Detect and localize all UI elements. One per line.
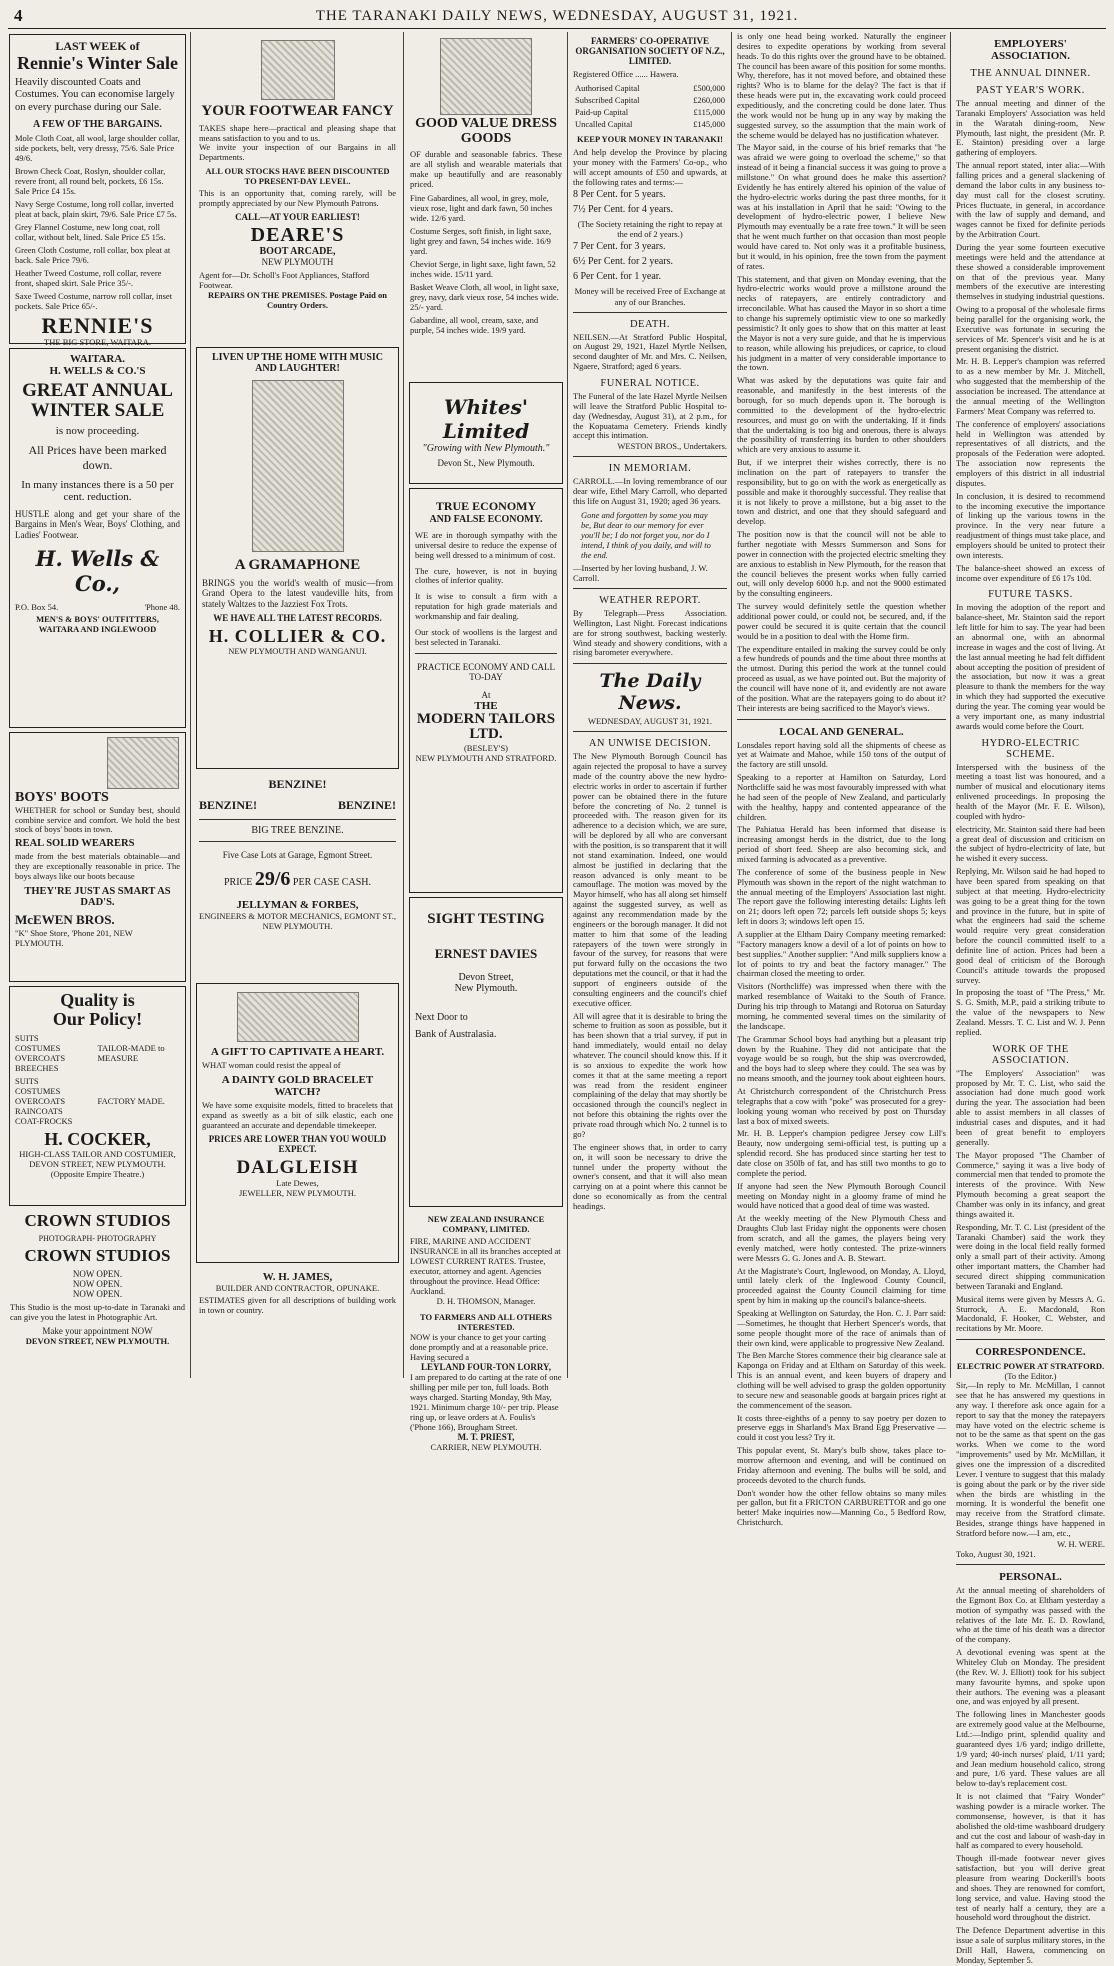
- deare-call: CALL—AT YOUR EARLIEST!: [235, 211, 360, 222]
- wells-box: P.O. Box 54.: [15, 602, 59, 613]
- column-rule: [190, 32, 191, 1378]
- deare-opportunity: This is an opportunity that, coming rarely, will be promptly appreciated by our New Plymouth Patrons.: [199, 188, 396, 209]
- wells-prices: All Prices have been marked down.: [28, 442, 167, 472]
- news-paragraph: Don't wonder how the other fellow obtains so many miles per gallon, but fit a FRICTON CARBURETTOR and go one better! Make inquiries now—Manning Co., 5 Bedford Row, Christchurch.: [737, 1487, 946, 1528]
- watch-illustration: [237, 992, 359, 1042]
- economy-practice: PRACTICE ECONOMY AND CALL TO-DAY: [417, 661, 555, 682]
- undertaker: WESTON BROS., Undertakers.: [617, 441, 727, 452]
- memoriam-heading: IN MEMORIAM.: [608, 463, 692, 475]
- crown-address: DEVON STREET, NEW PLYMOUTH.: [25, 1336, 170, 1347]
- benzine-word: BENZINE!: [199, 798, 258, 812]
- news-paragraph: The following lines in Manchester goods are extremely good value at the Melbourne, Ltd.:—Indigo print, splendid quality and guaranteed dyes 1/6 yard; indigo drillette, 1/9 yard; 40-inch nurses' plaid, 1/11 yard; and Jean medium household calico, strong and pure, 1/6 yard. These values are all below to-day's replacement cost.: [956, 1709, 1105, 1789]
- cocker-factory-made: FACTORY MADE.: [97, 1095, 165, 1106]
- economy-body3: It is wise to consult a firm with a reputation for high grade materials and workmanship and fair dealing.: [415, 591, 557, 622]
- cocker-policy: Our Policy!: [52, 1008, 143, 1029]
- lady-illustration: [440, 38, 532, 115]
- wells-contact: [15, 602, 180, 612]
- crown-photo: PHOTOGRAPH- PHOTOGRAPHY: [38, 1233, 157, 1243]
- work-heading: WORK OF THE ASSOCIATION.: [991, 1043, 1070, 1066]
- news-paragraph: In proposing the toast of "The Press," Mr. S. G. Smith, M.P., paid a striking tribute to the value of the newspapers to New Zealand. Messrs. T. C. List and W. J. Penn replied.: [956, 987, 1105, 1037]
- cocker-address: DEVON STREET, NEW PLYMOUTH.: [29, 1158, 166, 1169]
- deare-arcade: BOOT ARCADE,: [259, 245, 336, 257]
- deare-repairs: REPAIRS ON THE PREMISES. Postage Paid on Country Orders.: [208, 289, 387, 310]
- news-paragraph: A supplier at the Eltham Dairy Company meeting remarked: "Factory managers know a devil of a lot of points on how to best supplies." Another supplier: "And milk suppliers know a lot of points to try and beat the factory manager." The chairman closed the meeting to order.: [737, 929, 946, 979]
- dress-item: Gabardine, all wool, cream, saxe, and purple, 54 inches wide. 19/9 yard.: [410, 314, 539, 335]
- letter-date: Toko, August 30, 1921.: [956, 1548, 1036, 1559]
- deare-invite: We invite your inspection of our Bargains in all Departments.: [199, 142, 396, 163]
- cocker-item: RAINCOATS: [15, 1105, 63, 1116]
- employers-title: EMPLOYERS' ASSOCIATION.: [991, 38, 1070, 62]
- cocker-item: SUITS: [15, 1032, 39, 1043]
- employers-paragraph: Owing to a proposal of the wholesale firms being parallel for the organising work, the Executive was fortunate in securing the services of Mr. Spencer's visit and he is at present organising the district.: [956, 304, 1105, 354]
- boot-illustration: [107, 737, 179, 789]
- musical-items: Musical items were given by Messrs A. G. Sturrock, A. E. Macdonald, Ron Macdonald, F. Hooker, C. Webster, and recitations by Mr. Moore.: [956, 1293, 1105, 1334]
- crown-open-line: NOW OPEN.: [72, 1278, 123, 1289]
- employers-paragraph: The conference of employers' associations held in Wellington was attended by representatives of all districts, and the proposals of the Federation were adopted. The association now represents the employers of this district in all industrial disputes.: [956, 418, 1105, 488]
- benzine-per: PER CASE CASH.: [292, 877, 371, 888]
- employers-paragraph: Mr. H. B. Lepper's champion was referred to as a new member by Mr. J. Mitchell, who suggested that the membership of the association be increased. The attendance at the annual meeting of the Wellington Farmers' Meat Company was referred to.: [956, 356, 1105, 416]
- editorial-paragraph: What was asked by the deputations was quite fair and reasonable, and manifestly in the best interests of the borough, for so much depends upon it. The borough is committed to the development of the hydro-electric resources, and must go on with the undertaking. If it finds that the undertaking is too big and onerous, there is always the possibility of transferring its burden to other shoulders which are very anxious to assume it.: [737, 375, 946, 455]
- page-number: 4: [14, 6, 23, 25]
- dress-item: Cheviot Serge, in light saxe, light fawn, 52 inches wide. 15/11 yard.: [410, 258, 556, 279]
- gramophone-title: A GRAMAPHONE: [234, 557, 361, 573]
- cocker-name: H. COCKER,: [44, 1128, 151, 1149]
- weather-report: By Telegraph—Press Association. Wellington, Last Night. Forecast indications are for strong southwest, backing westerly. Wind steady and showery conditions, with a rising barometer everywhere.: [573, 607, 727, 658]
- bargain-item: Mole Cloth Coat, all wool, large shoulder collar, side pockets, belt, very dressy, 75/6. Sale Price 49/6.: [15, 132, 180, 163]
- news-paragraph: It is not claimed that "Fairy Wonder" washing powder is a miracle worker. The commonsense, however, is that it has abolished the old-time washboard drudgery and cut the cost and labour of wash-day in half as compared to every household.: [956, 1791, 1105, 1851]
- insurance-body: FIRE, MARINE AND ACCIDENT INSURANCE in all its branches accepted at LOWEST CURRENT RATES. Trustee, executor, attorney and agent. Agencies throughout the province. Head Office: Auckland.: [410, 1236, 561, 1297]
- rennies-intro: Heavily discounted Coats and Costumes. You can economise largely on every purchase during our Sale.: [15, 76, 175, 114]
- rennies-title: Rennie's Winter Sale: [16, 53, 178, 73]
- crown-title-2: CROWN STUDIOS: [24, 1245, 171, 1265]
- boys-title: BOYS' BOOTS: [15, 790, 109, 805]
- news-paragraph: Replying, Mr. Wilson said he had hoped to have been spared from speaking on that subject at that meeting. Hydro-electricity was going to be a great thing for the town and province in the future, but in spite of what the engineers had said the scheme would require very great consideration before the council committed itself to a definite line of action. Prices had been a good deal of criticism of the Borough Council's attitude towards the proposed survey.: [956, 866, 1105, 985]
- sight-bank: Bank of Australasia.: [415, 1028, 497, 1040]
- whites-name: Whites' Limited: [442, 395, 530, 443]
- benzine-tree: BIG TREE BENZINE.: [251, 825, 344, 836]
- economy-title: TRUE ECONOMY: [435, 499, 537, 513]
- weather-heading: WEATHER REPORT.: [599, 594, 701, 606]
- whites-ad: [409, 382, 563, 484]
- rennies-items: [15, 133, 180, 311]
- bangle-body: WHAT woman could resist the appeal of: [202, 1060, 341, 1070]
- farmers-rate: 8 Per Cent. for 5 years.: [573, 189, 666, 201]
- bangle-title: A GIFT TO CAPTIVATE A HEART.: [210, 1046, 385, 1058]
- masthead: [8, 6, 1106, 29]
- letter-body: Sir,—In reply to Mr. McMillan, I cannot see that he has answered my questions in any way. I therefore ask once again for a report to say that the money the ratepayers may have voted on the electric scheme is not to be the same as that spent on the gas works. When we come to the word "improvements" used by Mr. McMillan, it gives one the impression of a discredited Lever. I venture to suggest that this malady is going about the park or by the river side when the birds are whistling in the morning. It is wonderful the benefit one may receive from the Stratford climate. Besides, strange things have happened in Stratford before now.—I am, etc.,: [956, 1380, 1105, 1539]
- column-6: [953, 32, 1108, 1965]
- bangle-desc: JEWELLER, NEW PLYMOUTH.: [238, 1188, 357, 1199]
- gramophone-illustration: [252, 380, 344, 552]
- future-tasks-body: In moving the adoption of the report and balance-sheet, Mr. Stainton said the report left little for him to say. The year had been an abnormal one, with an abnormal increase in wages and the cost of living. At the last annual meeting he had felt diffident about accepting the position of president of the association, but now it was a great pleasure to thank the members for the way in which they had supported the executive during the year. The coming year would be a very important one, as many industrial awards would come before the Court.: [956, 602, 1105, 731]
- capital-row: [573, 82, 727, 94]
- hydro-heading: HYDRO-ELECTRIC SCHEME.: [981, 737, 1080, 760]
- cocker-tailor-block: [15, 1033, 180, 1073]
- boys-body2: made from the best materials obtainable—and they are exceptionally reasonable in price. The boys always like our boots because: [15, 851, 180, 881]
- cocker-item: COSTUMES: [15, 1085, 61, 1096]
- bracelet-watch-ad: [196, 983, 399, 1263]
- sight-next: Next Door to: [415, 1011, 468, 1023]
- capital-row: [573, 94, 727, 106]
- bangle-firm: DALGLEISH: [236, 1157, 359, 1179]
- memoriam-notice: CARROLL.—In loving remembrance of our dear wife, Ethel Mary Carroll, who departed this life on August 31, 1920; aged 36 years.: [573, 476, 727, 506]
- employers-dinner: THE ANNUAL DINNER.: [970, 68, 1091, 79]
- farmers-rate: 7½ Per Cent. for 4 years.: [573, 204, 673, 216]
- future-tasks-heading: FUTURE TASKS.: [988, 589, 1073, 601]
- news-paragraph: If anyone had seen the New Plymouth Borough Council meeting on Monday night in a gloomy frame of mind he would have noticed that a good deal of time was wasted.: [737, 1180, 946, 1211]
- column-1: [6, 32, 189, 1378]
- capital-label: Authorised Capital: [575, 83, 640, 94]
- hydro-body: Interspersed with the business of the meeting a toast list was honoured, and a number of musical and elocutionary items enlivened proceedings. In proposing the health of the Mayor (Mr. F. E. Wilson), coupled with hydro-: [956, 761, 1105, 821]
- capital-value: £500,000: [693, 83, 725, 94]
- bargain-item: Heather Tweed Costume, roll collar, revere front, shaped skirt. Sale Price 35/-.: [15, 267, 162, 288]
- news-paragraph: Mr. H. B. Lepper's champion pedigree Jersey cow Lill's Beauty, now undergoing semi-official test, is putting up a splendid record. She has produced since starting her test to date close on 350lb of fat, and has still two months to go to complete the period.: [737, 1128, 946, 1178]
- column-3: [406, 32, 566, 1453]
- editorial-body: [573, 752, 727, 1212]
- capital-label: Uncalled Capital: [575, 119, 633, 130]
- benzine-desc: ENGINEERS & MOTOR MECHANICS, EGMONT ST., NEW PLYMOUTH.: [199, 911, 396, 932]
- lorry-address: CARRIER, NEW PLYMOUTH.: [430, 1442, 542, 1453]
- bangle-body2: We have some exquisite models, fitted to bracelets that expand as sweetly as a bit of silk elastic, each one guaranteed an accurate and dependable timekeeper.: [202, 1099, 393, 1130]
- deare-body: TAKES shape here—practical and pleasing shape that means satisfaction to you and to us.: [199, 122, 396, 143]
- news-paragraph: Responding, Mr. T. C. List (president of the Taranaki Chamber) said the work they were doing in the local field really formed only a small part of their activity. Among other important matters, the Chamber had secured direct shipping communication between Taranaki and England.: [956, 1221, 1105, 1291]
- editorial-paragraph: This statement, and that given on Monday evening, that the hydro-electric works would prove a millstone around the necks of ratepayers, are entirely contradictory and irreconcilable. What has caused the Mayor in so short a time to change his supremely optimistic view to one so markedly pessimistic? It only goes to show that on this matter at least the Mayor is not a very sure guide, and that he is impervious to reason, while allowing his prejudices, or caprice, to cloud his judgment in a matter of very considerable importance to the town.: [737, 273, 946, 373]
- employers-paragraph: The balance-sheet showed an excess of income over expenditure of £6 17s 10d.: [956, 562, 1105, 583]
- employers-paragraph: During the year some fourteen executive meetings were held and the attendance at these showed a considerable improvement on that of the previous year. Many members of the executive are interesting themselves in studying industrial questions.: [956, 242, 1105, 302]
- employers-paragraph: The annual meeting and dinner of the Taranaki Employers' Association was held in the Waratah dining-room, New Plymouth, last night, the president (Mr. P. E. Stainton) presiding over a large gathering of employers.: [956, 98, 1105, 158]
- benzine-price-label: PRICE: [224, 877, 253, 888]
- capital-label: Paid-up Capital: [575, 107, 629, 118]
- deare-name: DEARE'S: [250, 223, 345, 246]
- wells-outfitters: MEN'S & BOYS' OUTFITTERS, WAITARA AND INGLEWOOD: [36, 614, 159, 635]
- insurance-manager: D. H. THOMSON, Manager.: [436, 1296, 536, 1307]
- economy-the: THE: [474, 699, 498, 712]
- editorial-paragraph: But, if we interpret their wishes correctly, there is no inclination on the part of ratepayers to transfer the responsibility, but to go on with the work as energetically as possible and make it thoroughly successful. They realise that it is not likely to prove a millstone, but a big asset to the town and district, and one that they should safeguard and develop.: [737, 457, 946, 527]
- column-rule: [567, 32, 568, 1378]
- boys-firm: McEWEN BROS.: [15, 911, 115, 927]
- editorial-paragraph: The Mayor said, in the course of his brief remarks that "he was afraid we were going to overload the scheme," so that instead of it being a financial success it was going to prove a millstone." On what ground does he make this assertion? Evidently he has entirely altered his opinion of the value of the hydro-electric works during the past three months, for it was at his installation in April that he said: "Owing to the development of hydro-electric power, I believe New Plymouth may eventually be a rate free town." It will be seen that he went much further on that occasion than most people would have cared to. Not only was it a profitable business, but it would, in his opinion, free the town from the payment of rates.: [737, 142, 946, 271]
- farmers-body: And help develop the Province by placing your money with the Farmers' Co-op., who will accept amounts of £50 and upwards, at the following rates and terms:—: [573, 147, 727, 187]
- cocker-item: BREECHES: [15, 1062, 59, 1073]
- masthead-title: THE TARANAKI DAILY NEWS, WEDNESDAY, AUGUST 31, 1921.: [315, 8, 799, 24]
- capital-label: Subscribed Capital: [575, 95, 640, 106]
- dress-item: Fine Gabardines, all wool, in grey, mole, vieux rose, light and dark fawn, 50 inches wide. 12/6 yard.: [410, 192, 553, 223]
- economy-body: WE are in thorough sympathy with the universal desire to reduce the expense of being well dressed to a minimum of cost.: [415, 530, 557, 560]
- rennies-bargains-heading: A FEW OF THE BARGAINS.: [32, 118, 162, 130]
- correspondence-heading: CORRESPONDENCE.: [975, 1346, 1086, 1359]
- cocker-item: SUITS: [15, 1075, 39, 1086]
- bargain-item: Navy Serge Costume, long roll collar, inverted pleat at back, plain skirt, 79/6. Sale Price £7 5s.: [15, 198, 177, 219]
- wells-reduction: In many instances there is a 50 per cent. reduction.: [21, 478, 174, 503]
- bangle-prices: PRICES ARE LOWER THAN YOU WOULD EXPECT.: [208, 1134, 387, 1155]
- funeral-notice: The Funeral of the late Hazel Myrtle Neilsen will leave the Stratford Public Hospital to-day (Wednesday, August 31), at 2 p.m., for the Kopuatama Cemetery. Friends kindly accept this intimation.: [573, 390, 727, 441]
- news-paragraph: At the annual meeting of shareholders of the Egmont Box Co. at Eltham yesterday a motion of sympathy was passed with the relatives of the late Mr. E. D. Rowland, who at the time of his death was a director of the company.: [956, 1584, 1105, 1645]
- lorry-body2: I am prepared to do carting at the rate of one shilling per mile per ton, full loads. Both ways charged. Starting Monday, 9th May, 1921. Minimum charge 10/- per trip. Please ring up, or leave orders at A. Foulis's ('Phone 166), Brougham Street.: [410, 1372, 562, 1433]
- farmers-money: Money will be received Free of Exchange at any of our Branches.: [574, 286, 726, 307]
- bargain-item: Green Cloth Costume, roll collar, box pleat at back. Sale Price 79/6.: [15, 244, 171, 265]
- news-paragraph: At Christchurch correspondent of the Christchurch Press telegraphs that a cow with "poke" was prosecuted for a grey-looking young woman who received by post on Thursday last a box of mixed sweets.: [737, 1085, 946, 1126]
- boys-boots-ad: [9, 732, 186, 982]
- news-paragraph: It costs three-eighths of a penny to say poetry per dozen to preserve eggs in Sharland's Max Brand Egg Preservative —could it cost you less? Try it.: [737, 1412, 946, 1443]
- boys-real: REAL SOLID WEARERS: [15, 838, 135, 850]
- economy-besleys: (BESLEY'S): [463, 743, 509, 754]
- farmers-title: FARMERS' CO-OPERATIVE ORGANISATION SOCIETY OF N.Z., LIMITED.: [575, 36, 725, 66]
- crown-body: This Studio is the most up-to-date in Taranaki and can give you the latest in Photographic Art.: [10, 1301, 185, 1322]
- letter-signer: W. H. WERE.: [1057, 1538, 1105, 1549]
- cocker-desc: HIGH-CLASS TAILOR AND COSTUMIER,: [19, 1148, 176, 1159]
- employers-paragraph: The annual report stated, inter alia:—With falling prices and a general slackening of demand the labor cults in any business to-day must call for the closest scrutiny. Prices fluctuate, in general, in accordance with the law of supply and demand, and wages cannot be fixed for definite periods by the Arbitration Court.: [956, 160, 1105, 240]
- dress-title: GOOD VALUE DRESS GOODS: [415, 116, 557, 146]
- newspaper-flag: The Daily News.: [599, 670, 701, 715]
- sight-testing-ad: [409, 897, 563, 1207]
- sight-name: ERNEST DAVIES: [434, 945, 538, 961]
- personal-heading: PERSONAL.: [999, 1570, 1062, 1583]
- employers-paragraph: In conclusion, it is desired to recommend to the incoming executive the importance of linking up the various towns in the province. In the very near future a readjustment of things must take place, and employers should be united to protect their own interests.: [956, 490, 1105, 560]
- correspondence-title: ELECTRIC POWER AT STRATFORD.: [956, 1361, 1105, 1372]
- james-desc: BUILDER AND CONTRACTOR, OPUNAKE.: [215, 1283, 380, 1293]
- deare-stock: ALL OUR STOCKS HAVE BEEN DISCOUNTED TO PRESENT-DAY LEVEL.: [205, 166, 390, 187]
- personal-body: [956, 1586, 1105, 1966]
- james-estimates: ESTIMATES given for all descriptions of building work in town or country.: [199, 1295, 396, 1315]
- work-body: [956, 1069, 1105, 1292]
- cocker-opposite: (Opposite Empire Theatre.): [50, 1168, 145, 1179]
- crown-open-line: NOW OPEN.: [72, 1268, 123, 1279]
- gramophone-address: NEW PLYMOUTH AND WANGANUI.: [228, 645, 367, 656]
- editorial-paragraph: The engineer shows that, in order to carry on, it will soon be necessary to drive the tunnel under the property without the owner's consent, and that it will also mean carrying on at a point where this cannot be done so economically as from the central headings.: [573, 1141, 727, 1211]
- farmers-rate: 7 Per Cent. for 3 years.: [573, 241, 666, 253]
- rennies-ad: [9, 34, 186, 348]
- bargain-item: Brown Check Coat, Roslyn, shoulder collar, revere front, all round belt, pockets, £6 15s. Sale Price £4 15s.: [15, 165, 166, 196]
- sight-town: New Plymouth.: [454, 982, 518, 994]
- bargain-item: Saxe Tweed Costume, narrow roll collar, inset pockets. Sale Price 65/-.: [15, 290, 173, 311]
- shoe-illustration: [261, 40, 335, 100]
- editorial-paragraph: All will agree that it is desirable to bring the scheme to fruition as soon as possible, but it has been shown that a trial survey, if put in hand immediately, would entail no delay whatever. The council should know this. If it is so anxious to expedite the work how comes it that at the same meeting a report was read from the resident engineer complaining of the delay that may shortly be occasioned through the council's neglect in not before this obtaining the rights over the private road through which No. 2 tunnel is to go?: [573, 1010, 727, 1139]
- farmers-rate: 6½ Per Cent. for 2 years.: [573, 256, 673, 268]
- benzine-title: BENZINE!: [268, 777, 327, 791]
- news-paragraph: This popular event, St. Mary's bulb show, takes place to-morrow afternoon and evening, and will be continued on Friday afternoon and evening. The bulbs will be sold, and proceeds devoted to the church funds.: [737, 1445, 946, 1485]
- dress-item: Costume Serges, soft finish, in light saxe, light grey and fawn, 54 inches wide. 16/9 yard.: [410, 225, 552, 256]
- benzine-word: BENZINE!: [337, 798, 396, 812]
- funeral-heading: FUNERAL NOTICE.: [600, 377, 700, 389]
- editorial-paragraph: The New Plymouth Borough Council has again rejected the proposal to have a survey made of the country above the new hydro-electric works in order to ascertain if further power can be obtained there in the future before the concreting of No. 2 tunnel is proceeded with. The reason given for its adherence to a decision which, we are sure, will be deplored by all who are conversant with the position, is so transparent that it will not stand examination. Indeed, one would almost be justified in declaring that the reason advanced is only meant to be camouflage. The motion was moved by the Mayor himself, who has all along set himself against the suggested survey, as well as against any recommendation made by the engineers or the borough manager. It did not matter to him that some of the leading ratepayers of the town were strongly in favour of the survey, for reasons that were put forward fully on the occasions the two deputations met the council, or that it had the support of engineers outside of the consulting engineers and the council's chief executive officer.: [573, 751, 727, 1008]
- lorry-ad: [406, 1309, 566, 1455]
- boys-smart: THEY'RE JUST AS SMART AS DAD'S.: [24, 885, 171, 908]
- memoriam-inserted: —Inserted by her loving husband, J. W. Carroll.: [573, 562, 708, 583]
- lorry-body: NOW is your chance to get your carting done promptly and at a reasonable price. Having secured a: [410, 1332, 549, 1363]
- cocker-item: OVERCOATS: [15, 1052, 66, 1063]
- editorial-body-2: [737, 32, 946, 714]
- boys-address: "K" Shoe Store, 'Phone 201, NEW PLYMOUTH.: [15, 927, 133, 948]
- economy-body4: Our stock of woollens is the largest and best selected in Taranaki.: [415, 626, 557, 647]
- news-paragraph: Though ill-made footwear never gives satisfaction, but you will derive great pleasure from wearing Dockerill's boots and shoes. They are renowned for comfort, long service, and value. Having stood the test of nearly half a century, they are a household word throughout the district.: [956, 1853, 1105, 1923]
- whites-address: Devon St., New Plymouth.: [437, 458, 535, 468]
- news-paragraph: Speaking to a reporter at Hamilton on Saturday, Lord Northcliffe said he was most favourably impressed with what he had seen of the people of New Zealand, and particularly with the healthy, happy and contented appearance of the children.: [737, 772, 946, 822]
- crown-open-line: NOW OPEN.: [72, 1288, 123, 1299]
- death-heading: DEATH.: [629, 318, 671, 330]
- news-paragraph: The Mayor proposed "The Chamber of Commerce," saying it was a live body of commercial men that tended to promote the interests of the province. With New Plymouth becoming a great seaport the Chamber was only in its infancy, and great things awaited it.: [956, 1149, 1105, 1219]
- farmers-reg: Registered Office ...... Hawera.: [573, 69, 679, 79]
- news-paragraph: The Pahiatua Herald has been informed that disease is increasing amongst herds in the district, due to the long period of short feed. Sheep are also becoming sick, and mixed farming is advocated as a preventive.: [737, 824, 946, 865]
- news-paragraph: The Grammar School boys had anything but a pleasant trip down by the Ruahine. They did not anticipate that the voyage would be so rough, but the ship was overcrowded, and the boys had to sleep where they could. The sea was by no means smooth, and the journey took about eighteen hours.: [737, 1033, 946, 1084]
- memoriam-verse: Gone and forgotten by some you may be, But dear to our memory for ever you'll be; I do not forget you, nor do I intend, I think of you daily, and will to the end.: [581, 509, 711, 560]
- economy-address: NEW PLYMOUTH AND STRATFORD.: [415, 753, 557, 764]
- capital-value: £260,000: [693, 95, 725, 106]
- cocker-quality: Quality is: [60, 990, 135, 1010]
- dress-goods-ad: [406, 32, 566, 380]
- james-ad: [193, 1267, 402, 1320]
- benzine-firm: JELLYMAN & FORBES,: [236, 899, 359, 911]
- cocker-item: OVERCOATS: [15, 1095, 66, 1106]
- news-paragraph: A devotional evening was spent at the Whiteley Club on Monday. The president (the Rev. W. J. Elliott) took for his subject many favourite hymns, and spoke upon their authors. The evening was a pleasant one, and was enjoyed by all present.: [956, 1647, 1105, 1707]
- news-paragraph: The Ben Marche Stores commence their big clearance sale at Kaponga on Friday and at Eltham on Saturday of this week. This is an annual event, and keen buyers of drapery and clothing will be well advised to grasp the golden opportunity to secure new and seasonable goods at bargain prices right at the commencement of the season.: [737, 1350, 946, 1410]
- capital-row: [573, 106, 727, 118]
- deare-agent: Agent for—Dr. Scholl's Foot Appliances, Stafford Footwear.: [199, 269, 370, 290]
- news-paragraph: At the Magistrate's Court, Inglewood, on Monday, A. Lloyd, until lately clerk of the Inglewood County Council, proceeded against the County Council claiming for time spent by him in making up the council's balance-sheets.: [737, 1265, 946, 1306]
- economy-subtitle: AND FALSE ECONOMY.: [429, 514, 543, 525]
- capital-row: [573, 118, 727, 130]
- insurance-ad: [406, 1211, 566, 1309]
- column-rule: [731, 32, 732, 1378]
- editorial-paragraph: The survey would definitely settle the question whether additional power could, or could not, be secured, and, if the power could be secured it is quite certain that the council would be in a position to deal with the Home firm.: [737, 601, 946, 641]
- deare-title: YOUR FOOTWEAR FANCY: [201, 103, 394, 119]
- benzine-row: [199, 798, 396, 813]
- dress-body: OF durable and seasonable fabrics. These are all stylish and wearable materials that make up beautifully and are reasonably priced.: [410, 149, 562, 189]
- news-paragraph: Lonsdales report having sold all the shipments of cheese as yet at Waimate and Mahoe, while 150 tons of the output of the factory are still unsold.: [737, 739, 946, 770]
- benzine-lots: Five Case Lots at Garage, Egmont Street.: [222, 850, 373, 860]
- death-notice: NEILSEN.—At Stratford Public Hospital, on August 29, 1921, Hazel Myrtle Neilsen, second daughter of Mr. and Mrs. C. Neilsen, Ngaere, Stratford; aged 6 years.: [573, 331, 727, 372]
- editorial-date: WEDNESDAY, AUGUST 31, 1921.: [587, 716, 713, 727]
- gramophone-firm: H. COLLIER & CO.: [208, 626, 387, 647]
- news-paragraph: At the weekly meeting of the New Plymouth Chess and Draughts Club last Friday night the opponents were chosen from scratch, and all the games, the players being very evenly matched, were hotly contested. The prize-winners were Messrs G. G. Jones and A. B. Stewart.: [737, 1213, 946, 1263]
- employers-body: [956, 99, 1105, 583]
- wells-signature: H. Wells & Co.,: [35, 546, 160, 597]
- deare-town: NEW PLYMOUTH: [261, 256, 334, 267]
- editorial-continued: [737, 31, 946, 1528]
- column-rule: [950, 32, 951, 1378]
- gramophone-records: WE HAVE ALL THE LATEST RECORDS.: [213, 613, 382, 624]
- farmers-capital-table: [573, 82, 727, 130]
- crown-open: [10, 1269, 185, 1299]
- gramophone-liven: LIVEN UP THE HOME WITH MUSIC AND LAUGHTER!: [211, 352, 384, 374]
- news-paragraph: The conference of some of the business people in New Plymouth was shown in the report of the night watchman to the annual meeting of the Employers' Association last night. The report gave the following interesting details: Lights left on 21; doors left open 72; parcels left outside shops 5; keys left in doors 3; windows left open 15.: [737, 866, 946, 927]
- james-name: W. H. JAMES,: [262, 1271, 333, 1283]
- wells-sale-title: GREAT ANNUAL WINTER SALE: [22, 380, 173, 421]
- news-paragraph: electricity, Mr. Stainton said there had been a great deal of discussion and criticism on the subject of hydro-electricity of late, but he wished it every success.: [956, 823, 1105, 864]
- benzine-price: 29/6: [254, 868, 291, 890]
- crown-appointment: Make your appointment NOW: [42, 1326, 153, 1337]
- crown-studios-ad: [6, 1210, 189, 1348]
- cocker-factory-block: [15, 1076, 180, 1126]
- cocker-item: COAT-FROCKS: [15, 1115, 73, 1126]
- dress-item: Basket Weave Cloth, all wool, in light saxe, grey, navy, dark vieux rose, 54 inches wide. 25/- yard.: [410, 281, 559, 312]
- farmers-society: (The Society retaining the right to repay at the end of 2 years.): [577, 219, 723, 240]
- wells-place: WAITARA.: [69, 353, 126, 365]
- local-general-title: LOCAL AND GENERAL.: [779, 725, 904, 738]
- editorial-paragraph: is only one head being worked. Naturally the engineer desires to expedite operations by working from several heads. To do this rights over the ground have to be obtained. The council has been aware of this position for some months. Why, therefore, has it not moved before, and obtained these rights? Who is to blame for the delay? The fact is that if these heads were put in, the excavating work could proceed expeditiously, and the concreting could be done later. Thus the work would not be hung up in any way by making the suggested survey, so the assumption that the main work of the scheme would be delayed has no justification whatever.: [737, 31, 946, 140]
- sight-street: Devon Street,: [458, 971, 514, 983]
- wells-phone: 'Phone 48.: [144, 602, 180, 613]
- gramophone-ad: [196, 347, 399, 769]
- local-general-body: [737, 741, 946, 1528]
- rennies-store-name: RENNIE'S: [41, 312, 154, 338]
- dress-items: [410, 193, 562, 335]
- gramophone-body: BRINGS you the world's wealth of music—from Grand Opera to the latest vaudeville hits, from stately Waltzes to the Jazziest Fox Trots.: [202, 577, 393, 609]
- column-4: [570, 32, 730, 1378]
- editorial-paragraph: The position now is that the council will not be able to further negotiate with Messrs Summerson and Sons for power in connection with the projected electric smelting they are anxious to establish in New Plymouth, for the reason that the council believes the present works when fully carried out, will only develop 6000 h.p. and not the 9000 estimated by the consulting engineers.: [737, 529, 946, 599]
- cocker-ad: [9, 986, 186, 1206]
- economy-body2: The cure, however, is not in buying clothes of inferior quality.: [415, 565, 557, 586]
- wells-body: HUSTLE along and get your share of the Bargains in Men's Wear, Boys' Clothing, and Ladies' Footwear.: [15, 508, 180, 540]
- whites-motto: "Growing with New Plymouth.": [422, 443, 550, 454]
- news-paragraph: The Defence Department advertise in this issue a sale of surplus military stores, in the Drill Hall, Hawera, commencing on Monday, September 5.: [956, 1925, 1105, 1965]
- farmers-rate: 6 Per Cent. for 1 year.: [573, 271, 662, 283]
- column-5: [734, 31, 949, 1528]
- rennies-lead: LAST WEEK of: [55, 39, 140, 53]
- bargain-item: Grey Flannel Costume, new long coat, roll collar, without belt, lined. Sale Price £5 15s.: [15, 221, 166, 242]
- bangle-name: A DAINTY GOLD BRACELET WATCH?: [221, 1073, 374, 1098]
- editorial-title: AN UNWISE DECISION.: [588, 738, 712, 750]
- cocker-item: COSTUMES: [15, 1042, 61, 1053]
- benzine-ad: [193, 773, 402, 981]
- insurance-title: NEW ZEALAND INSURANCE COMPANY, LIMITED.: [427, 1214, 545, 1235]
- capital-value: £115,000: [693, 107, 725, 118]
- farmers-keep: KEEP YOUR MONEY IN TARANAKI!: [577, 134, 723, 145]
- lorry-title: TO FARMERS AND ALL OTHERS INTERESTED.: [420, 1312, 552, 1333]
- economy-at: At: [481, 689, 491, 700]
- wells-firm: H. WELLS & CO.'S: [49, 365, 146, 377]
- column-rule: [403, 32, 404, 1378]
- to-the-editor: (To the Editor.): [1004, 1371, 1057, 1382]
- column-2: [193, 32, 402, 1378]
- lorry-owner: M. T. PRIEST,: [457, 1432, 515, 1443]
- rennies-address: THE BIG STORE, WAITARA.: [44, 337, 151, 348]
- crown-title: CROWN STUDIOS: [24, 1211, 171, 1230]
- news-paragraph: Speaking at Wellington on Saturday, the Hon. C. J. Parr said:—Sometimes, he thought that Herbert Spencer's words, that some people thought more of the race of animals than of their own kind, were applicable to progressive New Zealand.: [737, 1307, 946, 1348]
- economy-ad: [409, 488, 563, 893]
- wells-ad: [9, 348, 186, 728]
- capital-value: £145,000: [693, 119, 725, 130]
- boys-body: WHETHER for school or Sunday best, should combine service and comfort. We hold the best stock of boys' boots in town.: [15, 804, 180, 835]
- benzine-price-line: [199, 868, 396, 891]
- employers-year: PAST YEAR'S WORK.: [976, 85, 1085, 96]
- news-paragraph: Visitors (Northcliffe) was impressed when there with the marked resemblance of Waitaki to the South of France. During his trip through to Matangi and Rotorua on Saturday morning, he commented several times on the similarity of the landscape.: [737, 981, 946, 1031]
- cocker-tailor-made: TAILOR-MADE to MEASURE: [97, 1042, 165, 1063]
- wells-now: is now proceeding.: [55, 424, 140, 437]
- news-paragraph: "The Employers' Association" was proposed by Mr. T. C. List, who said the association had done much good work during the year. The association had been able to assist members in all classes of industrial cases and disputes, and it had been of great benefit to employers generally.: [956, 1067, 1105, 1147]
- deare-ad: [193, 32, 402, 345]
- rightcol-body: [956, 825, 1105, 1038]
- editorial-paragraph: The expenditure entailed in making the survey could be only a few hundreds of pounds and the time about three months at the utmost. During this period the work at the tunnel could proceed as usual, as we have pointed out. But the majority of the council will have none of it, and evidently are not aware of the position. What are the ratepayers going to do about it? Their interests are being sacrificed to the Mayor's views.: [737, 643, 946, 713]
- lorry-name: LEYLAND FOUR-TON LORRY,: [421, 1362, 551, 1373]
- sight-title: SIGHT TESTING: [427, 911, 545, 927]
- economy-firm: MODERN TAILORS LTD.: [416, 710, 556, 743]
- bangle-late: Late Dewes,: [276, 1178, 319, 1189]
